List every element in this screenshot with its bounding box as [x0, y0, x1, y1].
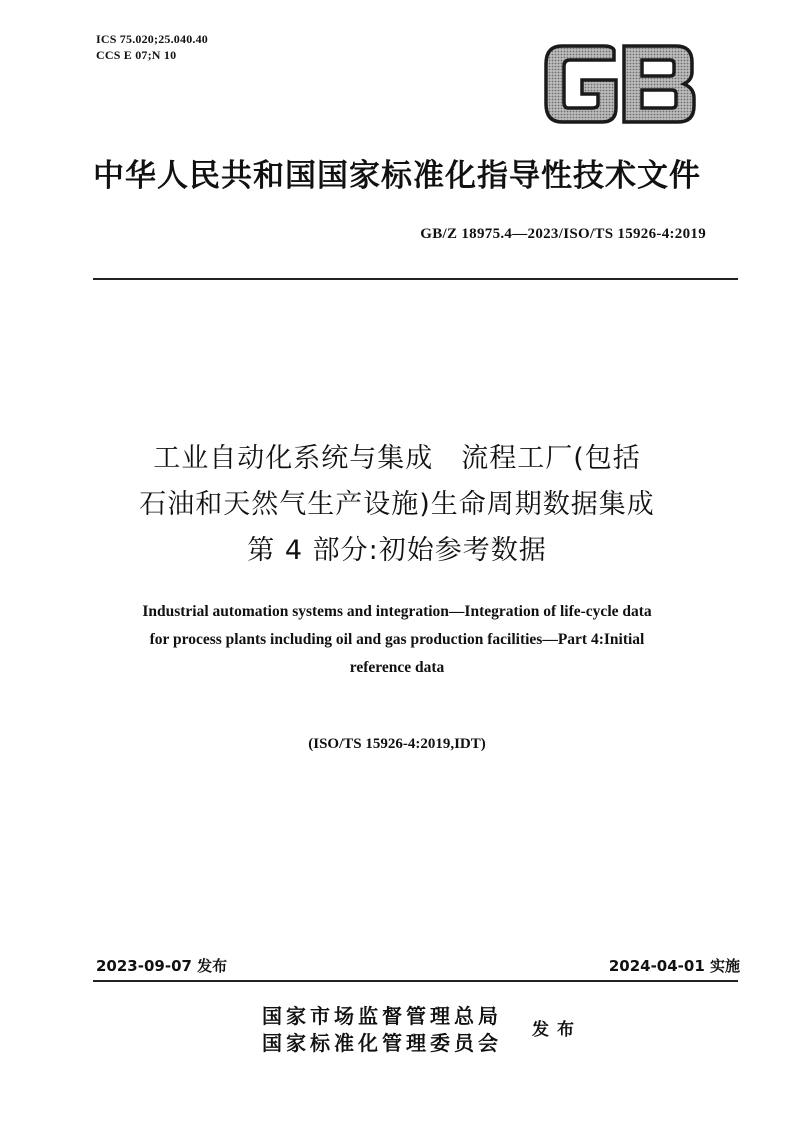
title-zh-line3: 第 4 部分:初始参考数据	[247, 535, 547, 566]
title-en-line2: for process plants including oil and gas production facilities—Part 4:Initial	[149, 631, 645, 648]
gb-logo-b	[624, 46, 694, 122]
footer-divider	[93, 980, 738, 982]
equivalence-statement: (ISO/TS 15926-4:2019,IDT)	[308, 736, 486, 752]
gb-logo-g	[546, 46, 616, 122]
issuer-line2: 国家标准化管理委员会	[262, 1031, 502, 1055]
issuer-line1: 国家市场监督管理总局	[262, 1004, 502, 1028]
gb-logo	[542, 44, 698, 124]
title-zh-line2: 石油和天然气生产设施)生命周期数据集成	[139, 489, 655, 520]
standard-number: GB/Z 18975.4—2023/ISO/TS 15926-4:2019	[420, 226, 706, 242]
title-en-line3: reference data	[349, 659, 445, 676]
publish-date: 2023-09-07 发布	[96, 957, 228, 975]
ics-code: ICS 75.020;25.040.40	[96, 32, 209, 46]
ccs-code: CCS E 07;N 10	[96, 48, 177, 62]
implementation-date: 2024-04-01 实施	[608, 957, 740, 975]
header-divider	[93, 278, 738, 280]
issuer-action: 发布	[532, 1020, 582, 1040]
document-type-heading: 中华人民共和国国家标准化指导性技术文件	[93, 158, 701, 194]
title-en-line1: Industrial automation systems and integration—Integration of life-cycle data	[142, 603, 652, 620]
title-zh-line1: 工业自动化系统与集成 流程工厂(包括	[153, 443, 641, 474]
